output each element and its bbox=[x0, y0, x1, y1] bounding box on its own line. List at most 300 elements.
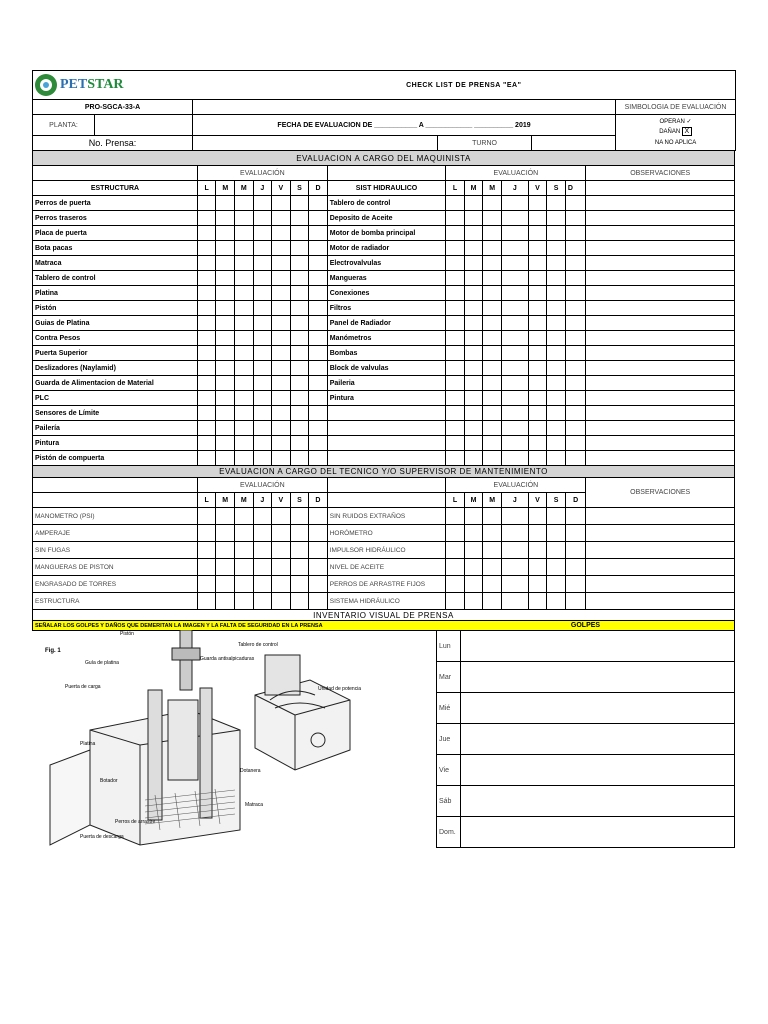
check-cell[interactable] bbox=[483, 211, 502, 226]
check-cell[interactable] bbox=[235, 421, 254, 436]
check-cell[interactable] bbox=[309, 301, 328, 316]
check-cell[interactable] bbox=[528, 256, 547, 271]
check-cell[interactable] bbox=[272, 196, 291, 211]
check-cell[interactable] bbox=[309, 593, 328, 610]
check-cell[interactable] bbox=[483, 421, 502, 436]
check-cell[interactable] bbox=[483, 331, 502, 346]
check-cell[interactable] bbox=[272, 559, 291, 576]
check-cell[interactable] bbox=[253, 436, 272, 451]
check-cell[interactable] bbox=[446, 451, 465, 466]
check-cell[interactable] bbox=[216, 593, 235, 610]
check-cell[interactable] bbox=[464, 593, 483, 610]
check-cell[interactable] bbox=[309, 346, 328, 361]
check-cell[interactable] bbox=[290, 331, 309, 346]
check-cell[interactable] bbox=[483, 196, 502, 211]
check-cell[interactable] bbox=[446, 421, 465, 436]
check-cell[interactable] bbox=[464, 542, 483, 559]
check-cell[interactable] bbox=[272, 331, 291, 346]
check-cell[interactable] bbox=[528, 271, 547, 286]
check-cell[interactable] bbox=[446, 593, 465, 610]
check-cell[interactable] bbox=[290, 451, 309, 466]
check-cell[interactable] bbox=[501, 593, 528, 610]
check-cell[interactable] bbox=[547, 406, 566, 421]
check-cell[interactable] bbox=[253, 286, 272, 301]
check-cell[interactable] bbox=[565, 256, 586, 271]
check-cell[interactable] bbox=[197, 301, 216, 316]
check-cell[interactable] bbox=[290, 376, 309, 391]
check-cell[interactable] bbox=[464, 376, 483, 391]
check-cell[interactable] bbox=[309, 241, 328, 256]
check-cell[interactable] bbox=[464, 406, 483, 421]
check-cell[interactable] bbox=[446, 542, 465, 559]
check-cell[interactable] bbox=[501, 286, 528, 301]
check-cell[interactable] bbox=[197, 331, 216, 346]
check-cell[interactable] bbox=[565, 421, 586, 436]
check-cell[interactable] bbox=[528, 391, 547, 406]
check-cell[interactable] bbox=[253, 542, 272, 559]
check-cell[interactable] bbox=[446, 241, 465, 256]
check-cell[interactable] bbox=[483, 301, 502, 316]
check-cell[interactable] bbox=[197, 256, 216, 271]
check-cell[interactable] bbox=[483, 525, 502, 542]
check-cell[interactable] bbox=[464, 436, 483, 451]
observaciones-cell[interactable] bbox=[586, 226, 735, 241]
check-cell[interactable] bbox=[565, 406, 586, 421]
check-cell[interactable] bbox=[565, 361, 586, 376]
planta-field[interactable] bbox=[95, 115, 193, 136]
check-cell[interactable] bbox=[309, 508, 328, 525]
check-cell[interactable] bbox=[216, 286, 235, 301]
check-cell[interactable] bbox=[483, 391, 502, 406]
check-cell[interactable] bbox=[235, 301, 254, 316]
check-cell[interactable] bbox=[501, 376, 528, 391]
check-cell[interactable] bbox=[253, 271, 272, 286]
check-cell[interactable] bbox=[483, 559, 502, 576]
check-cell[interactable] bbox=[216, 271, 235, 286]
check-cell[interactable] bbox=[565, 316, 586, 331]
check-cell[interactable] bbox=[547, 421, 566, 436]
check-cell[interactable] bbox=[501, 241, 528, 256]
check-cell[interactable] bbox=[501, 525, 528, 542]
check-cell[interactable] bbox=[216, 451, 235, 466]
check-cell[interactable] bbox=[272, 391, 291, 406]
check-cell[interactable] bbox=[528, 542, 547, 559]
check-cell[interactable] bbox=[235, 256, 254, 271]
check-cell[interactable] bbox=[483, 271, 502, 286]
check-cell[interactable] bbox=[483, 316, 502, 331]
check-cell[interactable] bbox=[253, 196, 272, 211]
check-cell[interactable] bbox=[483, 593, 502, 610]
check-cell[interactable] bbox=[446, 331, 465, 346]
check-cell[interactable] bbox=[235, 508, 254, 525]
check-cell[interactable] bbox=[483, 361, 502, 376]
check-cell[interactable] bbox=[197, 559, 216, 576]
check-cell[interactable] bbox=[501, 316, 528, 331]
check-cell[interactable] bbox=[216, 241, 235, 256]
check-cell[interactable] bbox=[446, 376, 465, 391]
check-cell[interactable] bbox=[483, 226, 502, 241]
check-cell[interactable] bbox=[501, 271, 528, 286]
check-cell[interactable] bbox=[547, 508, 566, 525]
check-cell[interactable] bbox=[272, 421, 291, 436]
check-cell[interactable] bbox=[216, 559, 235, 576]
check-cell[interactable] bbox=[446, 361, 465, 376]
check-cell[interactable] bbox=[290, 542, 309, 559]
check-cell[interactable] bbox=[446, 436, 465, 451]
check-cell[interactable] bbox=[547, 211, 566, 226]
check-cell[interactable] bbox=[501, 451, 528, 466]
check-cell[interactable] bbox=[235, 271, 254, 286]
check-cell[interactable] bbox=[272, 593, 291, 610]
check-cell[interactable] bbox=[309, 391, 328, 406]
check-cell[interactable] bbox=[253, 211, 272, 226]
observaciones-cell[interactable] bbox=[586, 211, 735, 226]
check-cell[interactable] bbox=[197, 421, 216, 436]
check-cell[interactable] bbox=[216, 301, 235, 316]
check-cell[interactable] bbox=[253, 576, 272, 593]
check-cell[interactable] bbox=[309, 316, 328, 331]
check-cell[interactable] bbox=[197, 211, 216, 226]
check-cell[interactable] bbox=[547, 316, 566, 331]
check-cell[interactable] bbox=[547, 525, 566, 542]
check-cell[interactable] bbox=[272, 211, 291, 226]
check-cell[interactable] bbox=[547, 196, 566, 211]
check-cell[interactable] bbox=[235, 542, 254, 559]
check-cell[interactable] bbox=[501, 196, 528, 211]
observaciones-cell[interactable] bbox=[586, 421, 735, 436]
check-cell[interactable] bbox=[464, 241, 483, 256]
observaciones-cell[interactable] bbox=[586, 508, 735, 525]
check-cell[interactable] bbox=[464, 286, 483, 301]
check-cell[interactable] bbox=[501, 331, 528, 346]
check-cell[interactable] bbox=[547, 576, 566, 593]
check-cell[interactable] bbox=[290, 301, 309, 316]
check-cell[interactable] bbox=[197, 346, 216, 361]
observaciones-cell[interactable] bbox=[586, 525, 735, 542]
check-cell[interactable] bbox=[501, 436, 528, 451]
check-cell[interactable] bbox=[216, 376, 235, 391]
check-cell[interactable] bbox=[565, 196, 586, 211]
check-cell[interactable] bbox=[528, 226, 547, 241]
check-cell[interactable] bbox=[309, 361, 328, 376]
check-cell[interactable] bbox=[216, 436, 235, 451]
check-cell[interactable] bbox=[565, 451, 586, 466]
check-cell[interactable] bbox=[197, 286, 216, 301]
check-cell[interactable] bbox=[501, 559, 528, 576]
observaciones-cell[interactable] bbox=[586, 241, 735, 256]
check-cell[interactable] bbox=[253, 406, 272, 421]
check-cell[interactable] bbox=[197, 241, 216, 256]
check-cell[interactable] bbox=[197, 376, 216, 391]
check-cell[interactable] bbox=[253, 301, 272, 316]
check-cell[interactable] bbox=[197, 271, 216, 286]
observaciones-cell[interactable] bbox=[586, 542, 735, 559]
check-cell[interactable] bbox=[235, 241, 254, 256]
check-cell[interactable] bbox=[235, 451, 254, 466]
observaciones-cell[interactable] bbox=[586, 196, 735, 211]
check-cell[interactable] bbox=[565, 331, 586, 346]
check-cell[interactable] bbox=[272, 576, 291, 593]
check-cell[interactable] bbox=[290, 508, 309, 525]
golpes-cell[interactable] bbox=[461, 693, 735, 724]
check-cell[interactable] bbox=[216, 421, 235, 436]
check-cell[interactable] bbox=[272, 406, 291, 421]
check-cell[interactable] bbox=[197, 226, 216, 241]
observaciones-cell[interactable] bbox=[586, 346, 735, 361]
check-cell[interactable] bbox=[290, 559, 309, 576]
check-cell[interactable] bbox=[216, 346, 235, 361]
check-cell[interactable] bbox=[547, 361, 566, 376]
check-cell[interactable] bbox=[446, 301, 465, 316]
check-cell[interactable] bbox=[309, 256, 328, 271]
check-cell[interactable] bbox=[501, 256, 528, 271]
observaciones-cell[interactable] bbox=[586, 316, 735, 331]
check-cell[interactable] bbox=[528, 346, 547, 361]
check-cell[interactable] bbox=[528, 316, 547, 331]
check-cell[interactable] bbox=[290, 391, 309, 406]
check-cell[interactable] bbox=[547, 256, 566, 271]
check-cell[interactable] bbox=[565, 559, 586, 576]
check-cell[interactable] bbox=[216, 316, 235, 331]
check-cell[interactable] bbox=[309, 436, 328, 451]
check-cell[interactable] bbox=[446, 196, 465, 211]
check-cell[interactable] bbox=[501, 421, 528, 436]
check-cell[interactable] bbox=[235, 361, 254, 376]
check-cell[interactable] bbox=[483, 406, 502, 421]
check-cell[interactable] bbox=[446, 346, 465, 361]
check-cell[interactable] bbox=[197, 576, 216, 593]
check-cell[interactable] bbox=[547, 346, 566, 361]
check-cell[interactable] bbox=[235, 286, 254, 301]
check-cell[interactable] bbox=[272, 542, 291, 559]
check-cell[interactable] bbox=[197, 361, 216, 376]
check-cell[interactable] bbox=[547, 559, 566, 576]
check-cell[interactable] bbox=[565, 241, 586, 256]
check-cell[interactable] bbox=[216, 211, 235, 226]
check-cell[interactable] bbox=[272, 271, 291, 286]
check-cell[interactable] bbox=[290, 421, 309, 436]
check-cell[interactable] bbox=[216, 391, 235, 406]
check-cell[interactable] bbox=[528, 361, 547, 376]
check-cell[interactable] bbox=[197, 508, 216, 525]
check-cell[interactable] bbox=[309, 331, 328, 346]
check-cell[interactable] bbox=[446, 525, 465, 542]
check-cell[interactable] bbox=[528, 196, 547, 211]
check-cell[interactable] bbox=[547, 542, 566, 559]
check-cell[interactable] bbox=[309, 542, 328, 559]
check-cell[interactable] bbox=[464, 256, 483, 271]
check-cell[interactable] bbox=[290, 211, 309, 226]
check-cell[interactable] bbox=[483, 256, 502, 271]
observaciones-cell[interactable] bbox=[586, 406, 735, 421]
check-cell[interactable] bbox=[565, 593, 586, 610]
check-cell[interactable] bbox=[501, 508, 528, 525]
check-cell[interactable] bbox=[565, 346, 586, 361]
check-cell[interactable] bbox=[216, 331, 235, 346]
check-cell[interactable] bbox=[309, 376, 328, 391]
observaciones-cell[interactable] bbox=[586, 361, 735, 376]
golpes-cell[interactable] bbox=[461, 724, 735, 755]
check-cell[interactable] bbox=[272, 286, 291, 301]
check-cell[interactable] bbox=[501, 542, 528, 559]
check-cell[interactable] bbox=[253, 361, 272, 376]
check-cell[interactable] bbox=[290, 316, 309, 331]
check-cell[interactable] bbox=[235, 226, 254, 241]
check-cell[interactable] bbox=[464, 331, 483, 346]
check-cell[interactable] bbox=[547, 331, 566, 346]
observaciones-cell[interactable] bbox=[586, 559, 735, 576]
check-cell[interactable] bbox=[547, 286, 566, 301]
check-cell[interactable] bbox=[547, 436, 566, 451]
check-cell[interactable] bbox=[197, 436, 216, 451]
check-cell[interactable] bbox=[528, 508, 547, 525]
check-cell[interactable] bbox=[547, 271, 566, 286]
check-cell[interactable] bbox=[290, 361, 309, 376]
check-cell[interactable] bbox=[565, 542, 586, 559]
check-cell[interactable] bbox=[235, 316, 254, 331]
check-cell[interactable] bbox=[272, 451, 291, 466]
check-cell[interactable] bbox=[197, 593, 216, 610]
check-cell[interactable] bbox=[290, 256, 309, 271]
check-cell[interactable] bbox=[565, 508, 586, 525]
check-cell[interactable] bbox=[464, 301, 483, 316]
check-cell[interactable] bbox=[547, 593, 566, 610]
check-cell[interactable] bbox=[501, 576, 528, 593]
check-cell[interactable] bbox=[528, 436, 547, 451]
check-cell[interactable] bbox=[547, 391, 566, 406]
observaciones-cell[interactable] bbox=[586, 331, 735, 346]
check-cell[interactable] bbox=[528, 559, 547, 576]
check-cell[interactable] bbox=[483, 241, 502, 256]
check-cell[interactable] bbox=[309, 211, 328, 226]
golpes-cell[interactable] bbox=[461, 662, 735, 693]
check-cell[interactable] bbox=[483, 576, 502, 593]
check-cell[interactable] bbox=[501, 346, 528, 361]
check-cell[interactable] bbox=[290, 271, 309, 286]
check-cell[interactable] bbox=[464, 361, 483, 376]
check-cell[interactable] bbox=[290, 226, 309, 241]
check-cell[interactable] bbox=[216, 226, 235, 241]
check-cell[interactable] bbox=[197, 406, 216, 421]
check-cell[interactable] bbox=[565, 376, 586, 391]
check-cell[interactable] bbox=[309, 286, 328, 301]
golpes-cell[interactable] bbox=[461, 631, 735, 662]
check-cell[interactable] bbox=[483, 346, 502, 361]
check-cell[interactable] bbox=[272, 525, 291, 542]
check-cell[interactable] bbox=[290, 525, 309, 542]
check-cell[interactable] bbox=[235, 559, 254, 576]
no-prensa-field[interactable] bbox=[193, 136, 438, 151]
check-cell[interactable] bbox=[528, 211, 547, 226]
check-cell[interactable] bbox=[528, 593, 547, 610]
observaciones-cell[interactable] bbox=[586, 256, 735, 271]
check-cell[interactable] bbox=[565, 301, 586, 316]
check-cell[interactable] bbox=[464, 508, 483, 525]
check-cell[interactable] bbox=[528, 286, 547, 301]
check-cell[interactable] bbox=[501, 226, 528, 241]
check-cell[interactable] bbox=[272, 508, 291, 525]
check-cell[interactable] bbox=[309, 576, 328, 593]
check-cell[interactable] bbox=[464, 316, 483, 331]
check-cell[interactable] bbox=[565, 436, 586, 451]
check-cell[interactable] bbox=[483, 436, 502, 451]
check-cell[interactable] bbox=[197, 542, 216, 559]
check-cell[interactable] bbox=[235, 576, 254, 593]
check-cell[interactable] bbox=[253, 256, 272, 271]
check-cell[interactable] bbox=[235, 196, 254, 211]
check-cell[interactable] bbox=[197, 316, 216, 331]
check-cell[interactable] bbox=[446, 226, 465, 241]
check-cell[interactable] bbox=[446, 256, 465, 271]
check-cell[interactable] bbox=[528, 331, 547, 346]
check-cell[interactable] bbox=[235, 593, 254, 610]
check-cell[interactable] bbox=[309, 406, 328, 421]
check-cell[interactable] bbox=[253, 241, 272, 256]
check-cell[interactable] bbox=[565, 211, 586, 226]
check-cell[interactable] bbox=[446, 211, 465, 226]
check-cell[interactable] bbox=[197, 451, 216, 466]
check-cell[interactable] bbox=[216, 361, 235, 376]
check-cell[interactable] bbox=[290, 576, 309, 593]
check-cell[interactable] bbox=[290, 286, 309, 301]
observaciones-cell[interactable] bbox=[586, 271, 735, 286]
observaciones-cell[interactable] bbox=[586, 376, 735, 391]
check-cell[interactable] bbox=[216, 508, 235, 525]
check-cell[interactable] bbox=[501, 361, 528, 376]
check-cell[interactable] bbox=[253, 331, 272, 346]
check-cell[interactable] bbox=[528, 376, 547, 391]
check-cell[interactable] bbox=[216, 406, 235, 421]
check-cell[interactable] bbox=[235, 406, 254, 421]
check-cell[interactable] bbox=[272, 316, 291, 331]
check-cell[interactable] bbox=[272, 301, 291, 316]
observaciones-cell[interactable] bbox=[586, 286, 735, 301]
check-cell[interactable] bbox=[309, 421, 328, 436]
check-cell[interactable] bbox=[565, 226, 586, 241]
check-cell[interactable] bbox=[253, 593, 272, 610]
check-cell[interactable] bbox=[216, 525, 235, 542]
check-cell[interactable] bbox=[272, 226, 291, 241]
check-cell[interactable] bbox=[446, 316, 465, 331]
check-cell[interactable] bbox=[565, 286, 586, 301]
check-cell[interactable] bbox=[446, 286, 465, 301]
check-cell[interactable] bbox=[446, 271, 465, 286]
check-cell[interactable] bbox=[528, 301, 547, 316]
check-cell[interactable] bbox=[464, 576, 483, 593]
check-cell[interactable] bbox=[309, 525, 328, 542]
check-cell[interactable] bbox=[290, 346, 309, 361]
check-cell[interactable] bbox=[547, 376, 566, 391]
check-cell[interactable] bbox=[501, 406, 528, 421]
check-cell[interactable] bbox=[501, 391, 528, 406]
check-cell[interactable] bbox=[483, 508, 502, 525]
check-cell[interactable] bbox=[272, 436, 291, 451]
check-cell[interactable] bbox=[483, 542, 502, 559]
check-cell[interactable] bbox=[235, 436, 254, 451]
check-cell[interactable] bbox=[464, 226, 483, 241]
check-cell[interactable] bbox=[197, 391, 216, 406]
check-cell[interactable] bbox=[235, 391, 254, 406]
check-cell[interactable] bbox=[216, 256, 235, 271]
check-cell[interactable] bbox=[253, 391, 272, 406]
check-cell[interactable] bbox=[528, 525, 547, 542]
check-cell[interactable] bbox=[528, 406, 547, 421]
check-cell[interactable] bbox=[253, 346, 272, 361]
check-cell[interactable] bbox=[253, 559, 272, 576]
check-cell[interactable] bbox=[235, 211, 254, 226]
golpes-cell[interactable] bbox=[461, 786, 735, 817]
check-cell[interactable] bbox=[565, 271, 586, 286]
